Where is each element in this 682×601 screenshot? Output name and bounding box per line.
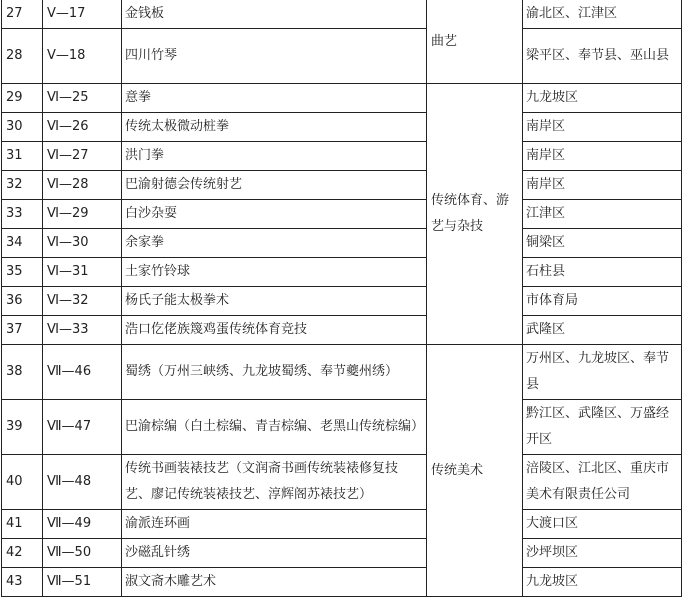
item-code: Ⅵ—26: [43, 113, 122, 142]
row-number: 37: [2, 316, 43, 345]
row-number: 32: [2, 171, 43, 200]
item-name: 金钱板: [122, 0, 427, 29]
item-code: Ⅵ—28: [43, 171, 122, 200]
area-cell: 南岸区: [523, 171, 682, 200]
item-name: 意拳: [122, 84, 427, 113]
item-code: Ⅶ—50: [43, 539, 122, 568]
table-row: [2, 171, 682, 200]
item-code: Ⅶ—46: [43, 345, 122, 400]
area-cell: 黔江区、武隆区、万盛经开区: [523, 400, 682, 455]
table-row: [2, 287, 682, 316]
item-code: Ⅴ—18: [43, 29, 122, 84]
table-row: [2, 0, 682, 29]
item-name: 余家拳: [122, 229, 427, 258]
table-row: [2, 568, 682, 597]
table-row: [2, 142, 682, 171]
table-row: [2, 29, 682, 84]
item-name: 渝派连环画: [122, 510, 427, 539]
item-name: 土家竹铃球: [122, 258, 427, 287]
item-name: 沙磁乱针绣: [122, 539, 427, 568]
item-name: 白沙杂耍: [122, 200, 427, 229]
item-code: Ⅵ—30: [43, 229, 122, 258]
area-cell: 九龙坡区: [523, 84, 682, 113]
table-row: [2, 539, 682, 568]
category-cell: 传统体育、游艺与杂技: [427, 84, 523, 345]
item-code: Ⅶ—47: [43, 400, 122, 455]
item-name: 巴渝射德会传统射艺: [122, 171, 427, 200]
item-name: 杨氏子能太极拳术: [122, 287, 427, 316]
table-row: [2, 510, 682, 539]
table-row: [2, 84, 682, 113]
item-code: Ⅵ—32: [43, 287, 122, 316]
row-number: 43: [2, 568, 43, 597]
item-code: Ⅵ—25: [43, 84, 122, 113]
item-name: 巴渝棕编（白土棕编、青吉棕编、老黑山传统棕编）: [122, 400, 427, 455]
table-row: [2, 113, 682, 142]
table-row: [2, 258, 682, 287]
area-cell: 梁平区、奉节县、巫山县: [523, 29, 682, 84]
table-row: [2, 345, 682, 400]
row-number: 27: [2, 0, 43, 29]
table-row: [2, 200, 682, 229]
area-cell: 南岸区: [523, 113, 682, 142]
area-cell: 石柱县: [523, 258, 682, 287]
item-name: 淑文斋木雕艺术: [122, 568, 427, 597]
area-cell: 武隆区: [523, 316, 682, 345]
item-name: 四川竹琴: [122, 29, 427, 84]
row-number: 36: [2, 287, 43, 316]
table-row: [2, 316, 682, 345]
item-code: Ⅵ—27: [43, 142, 122, 171]
row-number: 28: [2, 29, 43, 84]
row-number: 31: [2, 142, 43, 171]
row-number: 38: [2, 345, 43, 400]
heritage-table: [1, 0, 682, 597]
item-name: 浩口仡佬族篾鸡蛋传统体育竞技: [122, 316, 427, 345]
item-name: 蜀绣（万州三峡绣、九龙坡蜀绣、奉节夔州绣）: [122, 345, 427, 400]
row-number: 42: [2, 539, 43, 568]
item-code: Ⅵ—29: [43, 200, 122, 229]
table-row: [2, 400, 682, 455]
item-code: Ⅵ—33: [43, 316, 122, 345]
area-cell: 九龙坡区: [523, 568, 682, 597]
item-code: Ⅶ—48: [43, 455, 122, 510]
row-number: 40: [2, 455, 43, 510]
row-number: 33: [2, 200, 43, 229]
item-name: 传统书画装裱技艺（文润斋书画传统装裱修复技艺、廖记传统装裱技艺、淳辉阁苏裱技艺）: [122, 455, 427, 510]
table-row: [2, 455, 682, 510]
area-cell: 南岸区: [523, 142, 682, 171]
row-number: 30: [2, 113, 43, 142]
area-cell: 涪陵区、江北区、重庆市美术有限责任公司: [523, 455, 682, 510]
area-cell: 万州区、九龙坡区、奉节县: [523, 345, 682, 400]
table-row: [2, 229, 682, 258]
area-cell: 铜梁区: [523, 229, 682, 258]
area-cell: 江津区: [523, 200, 682, 229]
area-cell: 沙坪坝区: [523, 539, 682, 568]
row-number: 35: [2, 258, 43, 287]
category-cell: 曲艺: [427, 0, 523, 84]
area-cell: 市体育局: [523, 287, 682, 316]
row-number: 34: [2, 229, 43, 258]
item-code: Ⅶ—49: [43, 510, 122, 539]
item-name: 传统太极微动桩拳: [122, 113, 427, 142]
item-code: Ⅶ—51: [43, 568, 122, 597]
item-name: 洪门拳: [122, 142, 427, 171]
item-code: Ⅵ—31: [43, 258, 122, 287]
row-number: 39: [2, 400, 43, 455]
row-number: 29: [2, 84, 43, 113]
row-number: 41: [2, 510, 43, 539]
category-cell: 传统美术: [427, 345, 523, 597]
item-code: Ⅴ—17: [43, 0, 122, 29]
area-cell: 渝北区、江津区: [523, 0, 682, 29]
area-cell: 大渡口区: [523, 510, 682, 539]
